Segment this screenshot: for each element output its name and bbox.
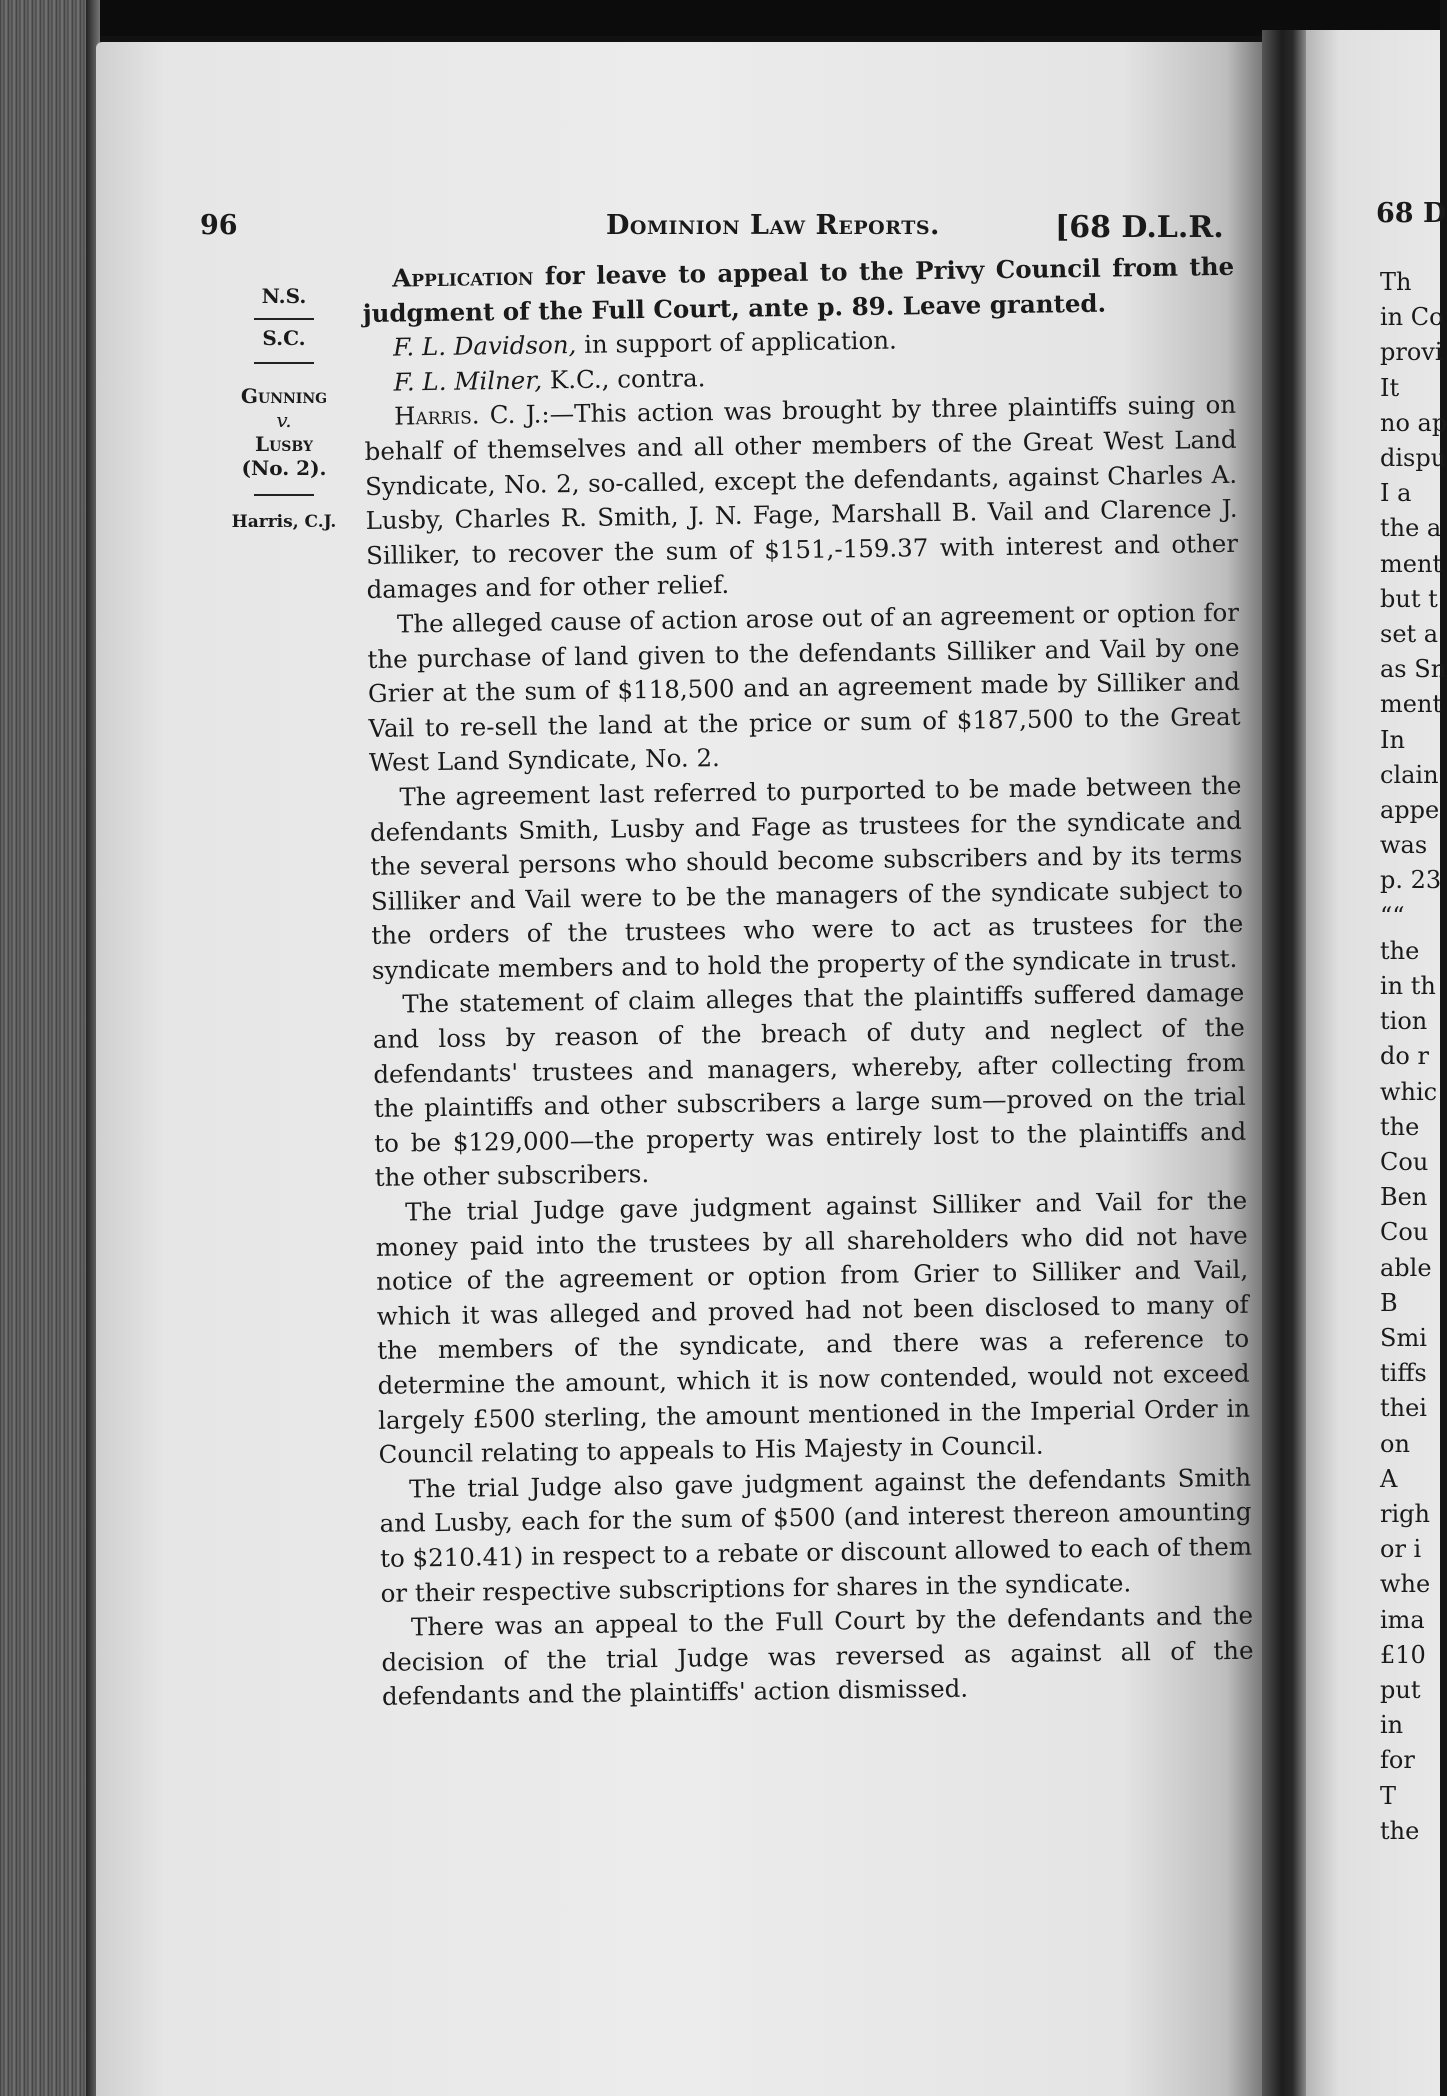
- right-page-line: A: [1380, 1464, 1398, 1493]
- right-page-line: for: [1380, 1746, 1415, 1775]
- right-page-line: or i: [1380, 1535, 1422, 1564]
- right-page-line: provi: [1380, 338, 1443, 367]
- right-page-line: whe: [1380, 1570, 1431, 1599]
- right-page-line: ment: [1380, 549, 1443, 578]
- paragraph-6: The trial Judge also gave judgment against the defendants Smith and Lusby, each for the sum of $500 (and interest thereon amounting to $210.41) in respect to a rebate or discount allowed to each of them or their respective subscriptions for shares in the syndicate.: [379, 1462, 1253, 1608]
- margin-case-line2: v.: [276, 408, 292, 432]
- margin-case-name: [216, 384, 352, 480]
- right-page-line: In: [1380, 725, 1405, 754]
- paragraph-3: The agreement last referred to purported to be made between the defendants Smith, Lusby and Fage as trustees for the syndicate and the several persons who should become subscribers and by its terms Silliker and Vail were to be the managers of the syndicate subject to the orders of the trustees who were to act as trustees for the syndicate members and to hold the property of the syndicate in trust.: [369, 770, 1244, 985]
- paragraph-application: Application for leave to appeal to the Privy Council from the judgment of the Full Court, ante p. 89. Leave granted.: [362, 251, 1235, 328]
- right-page-line: T: [1380, 1781, 1397, 1810]
- paragraph-counsel-2: F. L. Milner, K.C., contra.: [393, 362, 706, 397]
- margin-rule-1: [254, 318, 314, 320]
- right-page-line: the: [1380, 1112, 1420, 1141]
- right-page-line: £10: [1380, 1640, 1426, 1669]
- margin-judge: Harris, C.J.: [231, 512, 337, 532]
- right-page-line: B: [1380, 1288, 1398, 1317]
- margin-case-line4: (No. 2).: [241, 456, 327, 480]
- right-page-line: the a: [1380, 514, 1442, 543]
- running-title: Dominion Law Reports.: [606, 210, 940, 241]
- margin-rule-2: [254, 362, 314, 364]
- right-page-line: put: [1380, 1676, 1421, 1704]
- right-page-line: righ: [1380, 1500, 1430, 1528]
- paragraph-2: The alleged cause of action arose out of an agreement or option for the purchase of land given to the defendants Silliker and Vail by one Grier at the sum of $118,500 and an agreement made by Silliker and Vail to re-sell the land at the price or sum of $187,500 to the Great West Land Syndicate, No. 2.: [367, 597, 1241, 778]
- paragraph-4: The statement of claim alleges that the plaintiffs suffered damage and loss by reason of the breach of duty and neglect of the defendants' trustees and managers, whereby, after collecting from the plaintiffs and other subscribers a large sum—proved on the trial to be $129,000—the property was entirely lost to the plaintiffs and the other subscribers.: [372, 978, 1247, 1193]
- margin-case-line1: Gunning: [240, 384, 328, 408]
- right-page-line: as Sn: [1380, 655, 1447, 684]
- margin-case-line3: Lusby: [255, 432, 313, 456]
- volume-reference: [68 D.L.R.: [1055, 210, 1224, 245]
- right-page-line: in: [1380, 1711, 1404, 1740]
- right-page-line: p. 23: [1380, 866, 1442, 895]
- right-page-line: tion: [1380, 1007, 1428, 1036]
- right-page-line: thei: [1380, 1394, 1427, 1423]
- right-page-line: ima: [1380, 1605, 1425, 1634]
- right-page-line: ““: [1380, 901, 1405, 930]
- right-page-line: I a: [1380, 479, 1412, 508]
- right-page-line: Cou: [1380, 1148, 1429, 1176]
- page-number: 96: [200, 210, 238, 241]
- right-page-line: the: [1380, 936, 1420, 965]
- right-page-line: It: [1380, 373, 1400, 402]
- book-gutter: [1262, 30, 1306, 2096]
- right-page-line: do r: [1380, 1042, 1429, 1071]
- top-dark-strip: [0, 0, 1440, 36]
- right-page-line: able: [1380, 1253, 1432, 1282]
- right-page-header: 68 D: [1376, 198, 1447, 229]
- paragraph-7: There was an appeal to the Full Court by the defendants and the decision of the trial Judge was reversed as against all of the defendants and the plaintiffs' action dismissed.: [381, 1600, 1254, 1712]
- margin-rule-3: [254, 494, 314, 496]
- paragraph-5: The trial Judge gave judgment against Silliker and Vail for the money paid into the trustees by all shareholders who did not have notice of the agreement or option from Grier to Silliker and Vail, which it was alleged and proved had not been disclosed to many of the members of the syndicate, and there was a reference to determine the amount, which it is now contended, would not exceed largely £500 sterling, the amount mentioned in the Imperial Order in Council relating to appeals to His Majesty in Council.: [375, 1185, 1251, 1470]
- right-page-line: Ben: [1380, 1183, 1428, 1212]
- right-page-line: clain: [1380, 760, 1439, 789]
- right-page-line: no ap: [1380, 408, 1447, 437]
- right-page-line: in Co: [1380, 303, 1444, 332]
- right-page-line: whic: [1380, 1077, 1438, 1106]
- right-page-line: the: [1380, 1816, 1420, 1845]
- right-page-line: but t: [1380, 584, 1438, 613]
- page-edges: [0, 0, 90, 2096]
- right-page-line: in th: [1380, 972, 1436, 1000]
- margin-court: N.S.: [261, 284, 307, 308]
- right-page-line: was: [1380, 831, 1428, 860]
- right-page-line: on: [1380, 1429, 1410, 1458]
- right-page-line: Th: [1380, 268, 1412, 296]
- right-page-line: dispu: [1380, 444, 1447, 472]
- paragraph-1: Harris. C. J.:—This action was brought by three plaintiffs suing on behalf of themselves and all other members of the Great West Land Syndicate, No. 2, so-called, except the defendants, against Charles A. Lusby, Charles R. Smith, J. N. Fage, Marshall B. Vail and Clarence J. Silliker, to recover the sum of $151,-159.37 with interest and other damages and for other relief.: [364, 390, 1239, 605]
- right-page-line: appe: [1380, 796, 1440, 824]
- right-page-line: Cou: [1380, 1218, 1429, 1247]
- right-page-line: ment: [1380, 690, 1443, 719]
- right-page-line: tiffs: [1380, 1359, 1427, 1388]
- margin-division: S.C.: [262, 326, 306, 350]
- paragraph-counsel-1: F. L. Davidson, in support of application.: [392, 325, 898, 362]
- right-page-line: Smi: [1380, 1324, 1427, 1352]
- judgment-text: [362, 250, 1254, 1715]
- right-page-line: set a: [1380, 620, 1439, 648]
